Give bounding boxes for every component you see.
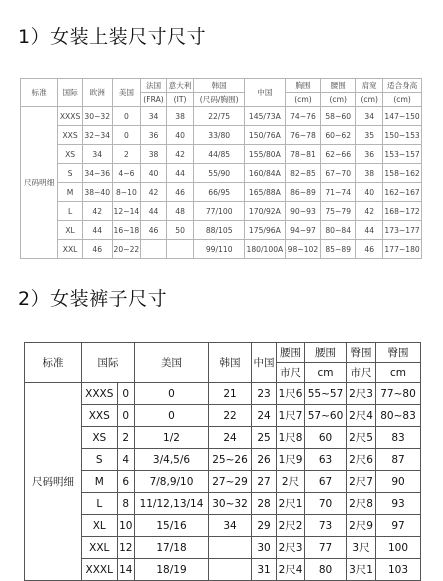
table-cell: 88/105	[194, 221, 245, 240]
tops-section-title: 1）女装上装尺寸尺寸	[18, 26, 207, 48]
table-cell: 168~172	[383, 202, 422, 221]
pants-section-title: 2）女装裤子尺寸	[18, 288, 168, 310]
tops-header-row-1	[21, 79, 422, 93]
table-cell: 34	[356, 107, 383, 126]
pants-header-waist-a: 腰围	[277, 343, 305, 363]
tops-header-kr-sub: (尺码/胸围)	[194, 93, 245, 107]
table-cell: 0	[135, 383, 209, 405]
table-cell: 170/92A	[245, 202, 286, 221]
table-cell: 40	[356, 183, 383, 202]
table-cell: 30	[252, 537, 277, 559]
table-cell: 34	[82, 145, 112, 164]
pants-header-hip-a: 臀围	[347, 343, 376, 363]
table-cell: 78~81	[285, 145, 321, 164]
table-cell: 3尺1	[347, 559, 376, 581]
pants-header-cn: 中国	[252, 343, 277, 383]
table-cell: 86~89	[285, 183, 321, 202]
tops-header-cn: 中国	[245, 79, 286, 107]
table-cell: XXS	[82, 405, 118, 427]
table-row	[25, 449, 421, 471]
tops-header-height: 适合身高	[383, 79, 422, 93]
table-cell: 85~89	[321, 240, 356, 259]
table-cell: 80~84	[321, 221, 356, 240]
table-cell: 38	[141, 145, 167, 164]
table-cell: 25	[252, 427, 277, 449]
pants-header-hip-b: 臀围	[376, 343, 421, 363]
table-cell: 97	[376, 515, 421, 537]
table-cell: 6	[117, 471, 134, 493]
table-cell: 8	[117, 493, 134, 515]
table-row	[25, 493, 421, 515]
pants-size-table	[24, 342, 421, 581]
table-cell: M	[58, 183, 83, 202]
table-cell: 145/73A	[245, 107, 286, 126]
table-cell: 14	[117, 559, 134, 581]
table-cell: 0	[112, 107, 141, 126]
table-cell: 22/75	[194, 107, 245, 126]
table-cell: 4	[117, 449, 134, 471]
table-cell: 40	[166, 126, 194, 145]
table-cell: 25~26	[209, 449, 252, 471]
tops-header-chest: 胸围	[285, 79, 321, 93]
table-cell: 75~79	[321, 202, 356, 221]
table-cell: 2尺4	[277, 559, 305, 581]
tops-header-waist: 腰围	[321, 79, 356, 93]
table-row	[21, 183, 422, 202]
table-row	[25, 537, 421, 559]
table-cell: 147~150	[383, 107, 422, 126]
table-cell: 150/76A	[245, 126, 286, 145]
pants-table-body	[25, 383, 421, 581]
table-cell: 4~6	[112, 164, 141, 183]
table-cell: 60~62	[321, 126, 356, 145]
table-cell: 30~32	[209, 493, 252, 515]
table-cell: XS	[82, 427, 118, 449]
table-cell: 155/80A	[245, 145, 286, 164]
table-row	[21, 240, 422, 259]
table-row	[25, 383, 421, 405]
pants-header-waist-a-sub: 市尺	[277, 363, 305, 383]
table-cell: 67~70	[321, 164, 356, 183]
tops-header-shoulder: 肩宽	[356, 79, 383, 93]
table-cell: 34	[209, 515, 252, 537]
table-row	[25, 427, 421, 449]
table-cell: 20~22	[112, 240, 141, 259]
table-cell: 46	[82, 240, 112, 259]
table-cell: 2尺	[277, 471, 305, 493]
table-cell: 8~10	[112, 183, 141, 202]
table-row	[25, 559, 421, 581]
table-cell: 36	[356, 145, 383, 164]
table-cell: 99/110	[194, 240, 245, 259]
table-cell: 34~36	[82, 164, 112, 183]
table-cell: 24	[252, 405, 277, 427]
table-cell: 35	[356, 126, 383, 145]
table-cell: 10	[117, 515, 134, 537]
table-cell: 21	[209, 383, 252, 405]
table-cell	[141, 240, 167, 259]
table-cell: 26	[252, 449, 277, 471]
table-cell: XXXS	[82, 383, 118, 405]
table-cell: 2尺3	[347, 383, 376, 405]
table-cell: 17/18	[135, 537, 209, 559]
table-cell: 29	[252, 515, 277, 537]
table-cell: 2尺3	[277, 537, 305, 559]
table-cell: 44/85	[194, 145, 245, 164]
table-cell: 158~162	[383, 164, 422, 183]
tops-header-it: 意大利	[166, 79, 194, 93]
tops-header-fr: 法国	[141, 79, 167, 93]
table-cell: XXL	[58, 240, 83, 259]
table-cell: 0	[117, 383, 134, 405]
tops-row-label: 尺码明细	[21, 107, 58, 259]
table-cell: 44	[82, 221, 112, 240]
pants-header-standard: 标准	[25, 343, 82, 383]
table-cell: 98~102	[285, 240, 321, 259]
table-row	[21, 164, 422, 183]
table-cell: 1尺6	[277, 383, 305, 405]
pants-header-hip-b-sub: cm	[376, 363, 421, 383]
table-cell: 93	[376, 493, 421, 515]
table-cell: 31	[252, 559, 277, 581]
table-cell: 80~83	[376, 405, 421, 427]
tops-table-body	[21, 107, 422, 259]
table-cell: 103	[376, 559, 421, 581]
table-cell: 38	[356, 164, 383, 183]
table-cell: 44	[141, 202, 167, 221]
table-cell: XXXS	[58, 107, 83, 126]
table-cell	[209, 537, 252, 559]
tops-header-chest-unit: (cm)	[285, 93, 321, 107]
table-cell: 70	[305, 493, 347, 515]
table-cell: S	[82, 449, 118, 471]
table-cell: 46	[356, 240, 383, 259]
pants-header-us: 美国	[135, 343, 209, 383]
table-cell: 71~74	[321, 183, 356, 202]
table-cell: 175/96A	[245, 221, 286, 240]
pants-header-intl: 国际	[82, 343, 135, 383]
table-cell: 77/100	[194, 202, 245, 221]
tops-header-eu: 欧洲	[82, 79, 112, 107]
table-cell: 15/16	[135, 515, 209, 537]
table-cell: 36	[141, 126, 167, 145]
table-cell: 28	[252, 493, 277, 515]
table-cell: 33/80	[194, 126, 245, 145]
table-cell: XS	[58, 145, 83, 164]
tops-header-standard: 标准	[21, 79, 58, 107]
table-row	[21, 221, 422, 240]
table-cell: XXS	[58, 126, 83, 145]
pants-header-waist-b-sub: cm	[305, 363, 347, 383]
tops-header-kr: 韩国	[194, 79, 245, 93]
table-cell: 90~93	[285, 202, 321, 221]
table-cell: 2尺9	[347, 515, 376, 537]
table-cell: 0	[117, 405, 134, 427]
tops-header-shoulder-unit: (cm)	[356, 93, 383, 107]
table-cell: 2尺2	[277, 515, 305, 537]
table-cell: 30~32	[82, 107, 112, 126]
table-cell: 2尺6	[347, 449, 376, 471]
table-cell: 12	[117, 537, 134, 559]
table-cell: 55~57	[305, 383, 347, 405]
table-cell: 44	[356, 221, 383, 240]
table-row	[21, 145, 422, 164]
table-cell: M	[82, 471, 118, 493]
tops-size-table	[20, 78, 422, 259]
table-cell: 55/90	[194, 164, 245, 183]
table-cell: 77~80	[376, 383, 421, 405]
table-cell: 11/12,13/14	[135, 493, 209, 515]
table-cell: 22	[209, 405, 252, 427]
table-cell: 66/95	[194, 183, 245, 202]
table-cell: XXL	[82, 537, 118, 559]
table-cell: 60	[305, 427, 347, 449]
pants-header-waist-b: 腰围	[305, 343, 347, 363]
table-cell: 48	[166, 202, 194, 221]
pants-header-hip-a-sub: 市尺	[347, 363, 376, 383]
table-cell: 18/19	[135, 559, 209, 581]
table-cell: 150~153	[383, 126, 422, 145]
table-cell	[209, 559, 252, 581]
table-cell: 2尺1	[277, 493, 305, 515]
table-cell: 63	[305, 449, 347, 471]
table-cell: 100	[376, 537, 421, 559]
table-cell: 2尺5	[347, 427, 376, 449]
table-row	[21, 107, 422, 126]
table-cell: 57~60	[305, 405, 347, 427]
table-cell: 42	[356, 202, 383, 221]
tops-header-height-unit: (cm)	[383, 93, 422, 107]
table-cell: 153~157	[383, 145, 422, 164]
table-cell: 3/4,5/6	[135, 449, 209, 471]
table-cell: 58~60	[321, 107, 356, 126]
table-row	[21, 202, 422, 221]
table-row	[25, 405, 421, 427]
table-cell: 32~34	[82, 126, 112, 145]
tops-header-it-sub: (IT)	[166, 93, 194, 107]
table-cell: 67	[305, 471, 347, 493]
table-cell: 90	[376, 471, 421, 493]
table-cell: 42	[141, 183, 167, 202]
table-cell: XXXL	[82, 559, 118, 581]
table-cell: 62~66	[321, 145, 356, 164]
table-row	[25, 515, 421, 537]
pants-header-kr: 韩国	[209, 343, 252, 383]
table-cell: 82~85	[285, 164, 321, 183]
tops-header-intl: 国际	[58, 79, 83, 107]
table-cell: 2	[112, 145, 141, 164]
table-cell: L	[82, 493, 118, 515]
table-cell: 46	[166, 183, 194, 202]
table-cell: 73	[305, 515, 347, 537]
table-cell: 0	[112, 126, 141, 145]
table-cell: 76~78	[285, 126, 321, 145]
table-cell: 74~76	[285, 107, 321, 126]
table-cell: 165/88A	[245, 183, 286, 202]
tops-header-fr-sub: (FRA)	[141, 93, 167, 107]
pants-row-label: 尺码明细	[25, 383, 82, 581]
table-cell: 12~14	[112, 202, 141, 221]
table-cell: 2尺7	[347, 471, 376, 493]
table-cell: 24	[209, 427, 252, 449]
table-row	[21, 126, 422, 145]
table-cell: 83	[376, 427, 421, 449]
table-cell: 173~177	[383, 221, 422, 240]
table-cell: XL	[82, 515, 118, 537]
table-cell: 27	[252, 471, 277, 493]
table-cell: 2	[117, 427, 134, 449]
table-cell: L	[58, 202, 83, 221]
table-cell: 180/100A	[245, 240, 286, 259]
table-cell: 23	[252, 383, 277, 405]
table-cell: 0	[135, 405, 209, 427]
table-cell: S	[58, 164, 83, 183]
table-cell: 42	[82, 202, 112, 221]
table-cell: 2尺8	[347, 493, 376, 515]
table-cell	[166, 240, 194, 259]
table-cell: 160/84A	[245, 164, 286, 183]
table-cell: 3尺	[347, 537, 376, 559]
tops-header-us: 美国	[112, 79, 141, 107]
pants-header-row-1	[25, 343, 421, 363]
table-cell: 7/8,9/10	[135, 471, 209, 493]
table-cell: 162~167	[383, 183, 422, 202]
table-cell: 38	[166, 107, 194, 126]
table-cell: 27~29	[209, 471, 252, 493]
table-cell: 34	[141, 107, 167, 126]
tops-header-waist-unit: (cm)	[321, 93, 356, 107]
table-cell: 87	[376, 449, 421, 471]
table-row	[25, 471, 421, 493]
table-cell: 50	[166, 221, 194, 240]
table-cell: 2尺4	[347, 405, 376, 427]
table-cell: 44	[166, 164, 194, 183]
table-cell: 38~40	[82, 183, 112, 202]
table-cell: 42	[166, 145, 194, 164]
table-cell: 1尺7	[277, 405, 305, 427]
table-cell: 40	[141, 164, 167, 183]
table-cell: XL	[58, 221, 83, 240]
table-cell: 1尺9	[277, 449, 305, 471]
table-cell: 16~18	[112, 221, 141, 240]
table-cell: 80	[305, 559, 347, 581]
table-cell: 94~97	[285, 221, 321, 240]
table-cell: 77	[305, 537, 347, 559]
table-cell: 1/2	[135, 427, 209, 449]
table-cell: 46	[141, 221, 167, 240]
table-cell: 1尺8	[277, 427, 305, 449]
table-cell: 177~180	[383, 240, 422, 259]
